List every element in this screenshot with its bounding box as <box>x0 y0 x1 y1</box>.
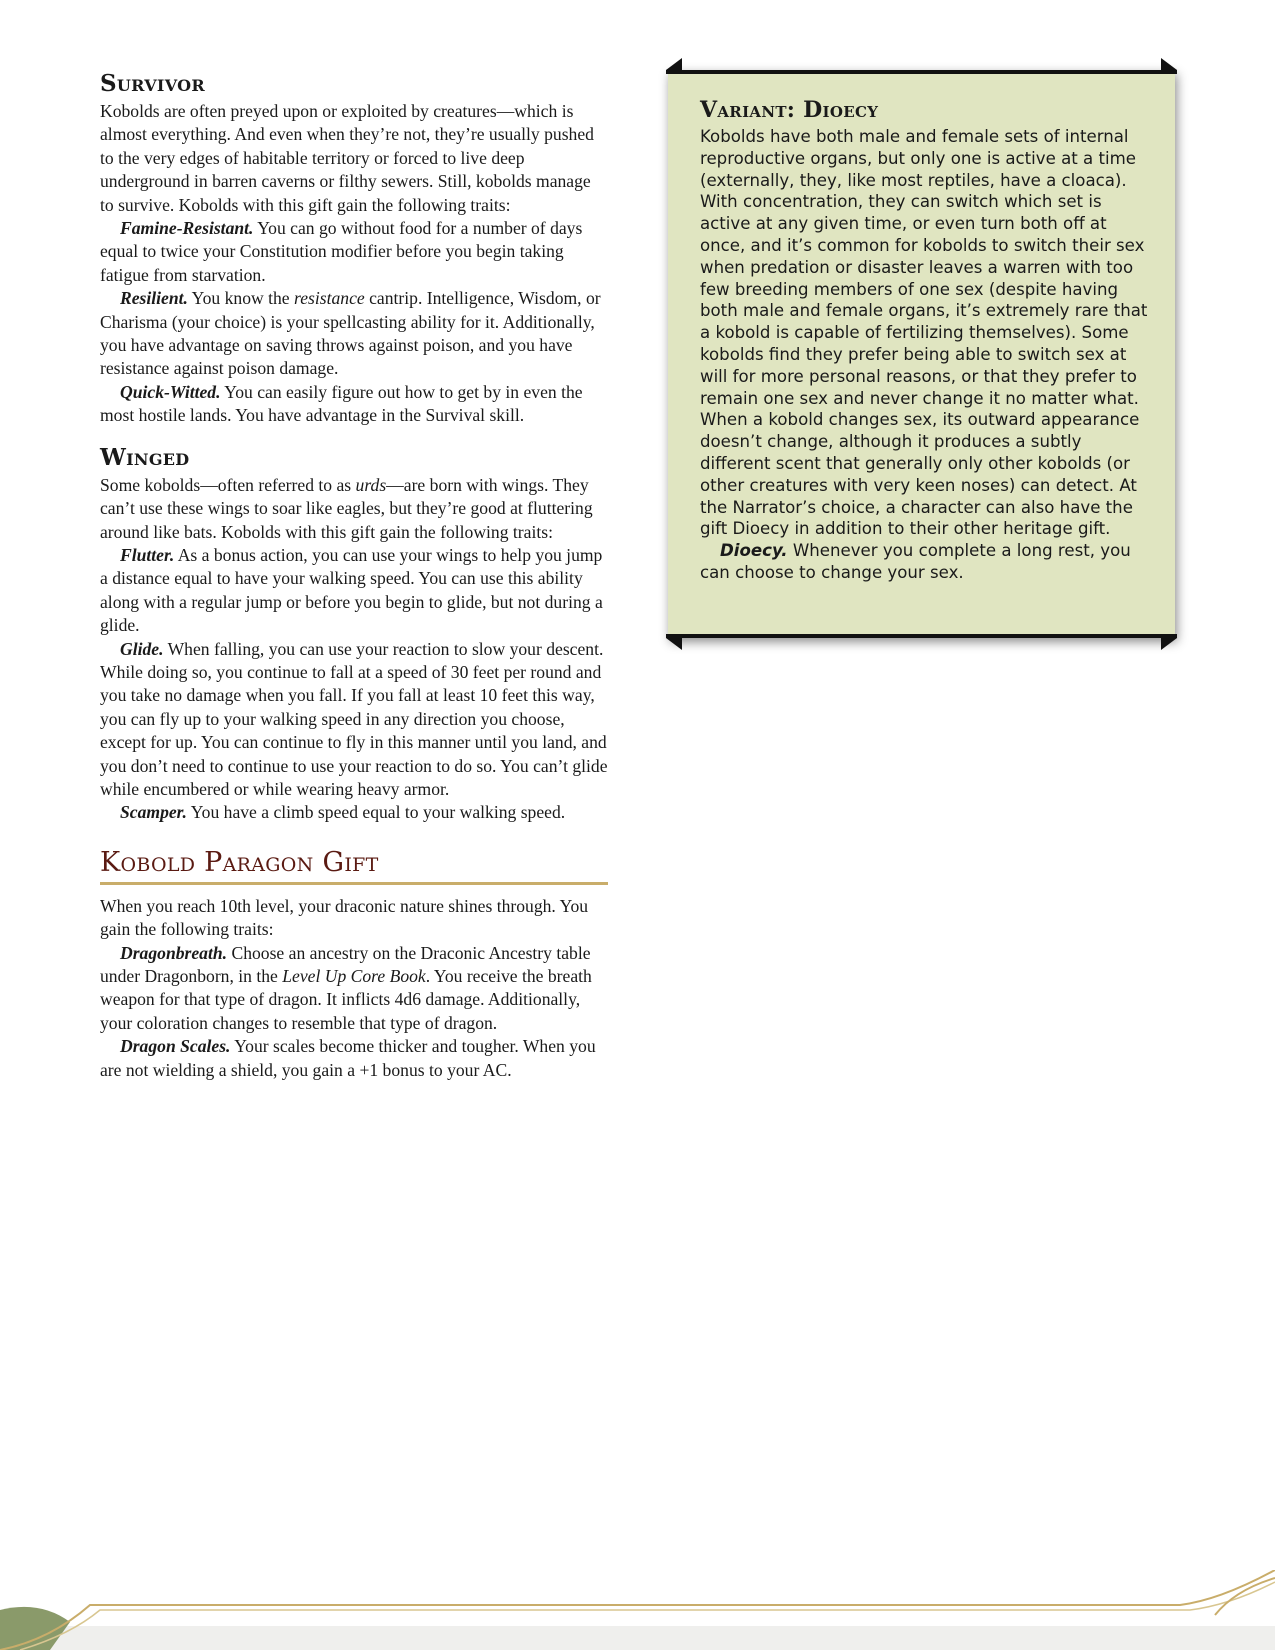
intro-text: —are born with wings. They can’t use these wings to soar like eagles, but they’re good at fluttering around like bats. Kobolds with this gift gain the following traits: <box>100 474 593 542</box>
trait-text: You know the <box>187 288 295 309</box>
sidebar-content <box>700 96 1150 584</box>
trait-dragon-scales <box>100 1035 608 1082</box>
trait-famine-resistant <box>100 217 608 287</box>
trait-text: You have a climb speed equal to your walking speed. <box>186 802 566 823</box>
trait-name: Quick-Witted. <box>120 381 221 402</box>
paragon-heading: Kobold Paragon Gift <box>100 847 608 885</box>
corner-ornament <box>666 638 682 650</box>
trait-name: Dragon Scales. <box>120 1036 231 1057</box>
trait-name: Famine-Resistant. <box>120 218 254 239</box>
paragon-intro: When you reach 10th level, your draconic nature shines through. You gain the following traits: <box>100 895 589 940</box>
trait-text: As a bonus action, you can use your wings to help you jump a distance equal to have your walking speed. You can use this ability along with a regular jump or before you begin to glide, but not during a glide. <box>100 544 603 636</box>
sidebar-bottom-bar <box>666 634 1177 638</box>
trait-quick-witted <box>100 381 608 428</box>
trait-text: . You receive the breath weapon for that type of dragon. It inflicts 4d6 damage. Additionally, your coloration changes to resemble that type of dragon. <box>100 966 592 1033</box>
survivor-heading: Survivor <box>100 70 205 97</box>
trait-dioecy <box>700 540 1150 584</box>
trait-scamper <box>100 801 608 824</box>
trait-name: Glide. <box>120 638 164 659</box>
corner-ornament <box>666 58 682 70</box>
trait-text: You can easily figure out how to get by in even the most hostile lands. You have advantage in the Survival skill. <box>100 381 583 426</box>
footer-band <box>0 1626 1275 1650</box>
trait-text: Your scales become thicker and tougher. When you are not wielding a shield, you gain a +1 bonus to your AC. <box>100 1036 596 1080</box>
footer-ornament <box>0 1570 1275 1650</box>
sidebar-top-bar <box>666 70 1177 74</box>
trait-name: Flutter. <box>120 544 175 565</box>
corner-ornament <box>1161 58 1177 70</box>
urds-term: urds <box>355 474 387 495</box>
trait-text: Whenever you complete a long rest, you can choose to change your sex. <box>700 541 1131 582</box>
sidebar-heading: Variant: Dioecy <box>700 97 879 123</box>
footer-flourish <box>1215 1578 1275 1615</box>
corner-ornament <box>1161 638 1177 650</box>
winged-heading: Winged <box>100 443 190 471</box>
spell-name: resistance <box>294 288 365 309</box>
book-title: Level Up Core Book <box>282 966 426 986</box>
trait-glide <box>100 638 608 802</box>
trait-text: cantrip. Intelligence, Wisdom, or Charisma (your choice) is your spellcasting ability for it. Additionally, you have advantage on saving throws against poison, and you have resistance against poison damage. <box>100 288 601 379</box>
trait-resilient <box>100 287 608 381</box>
trait-dragonbreath <box>100 942 608 1036</box>
variant-sidebar <box>668 70 1175 638</box>
trait-name: Scamper. <box>120 802 187 823</box>
trait-text: When falling, you can use your reaction to slow your descent. While doing so, you continue to fall at a speed of 30 feet per round and you take no damage when you fall. If you fall at least 10 feet this way, you can fly up to your walking speed in any direction you choose, except for up. You can continue to fly in this manner until you land, and you don’t need to continue to use your reaction to do so. You can’t glide while encumbered or while wearing heavy armor. <box>100 638 608 799</box>
trait-name: Resilient. <box>120 288 188 309</box>
trait-flutter <box>100 544 608 638</box>
trait-name: Dragonbreath. <box>120 942 228 963</box>
trait-text: You can go without food for a number of days equal to twice your Constitution modifier before you begin taking fatigue from starvation. <box>100 218 583 285</box>
trait-name: Dioecy. <box>720 541 788 561</box>
winged-intro <box>100 474 608 544</box>
left-column <box>100 70 608 1082</box>
trait-text: Choose an ancestry on the Draconic Ancestry table under Dragonborn, in the <box>100 942 591 986</box>
intro-text: Some kobolds—often referred to as <box>100 474 356 495</box>
sidebar-body: Kobolds have both male and female sets of internal reproductive organs, but only one is active at a time (externally, they, like most reptiles, have a cloaca). With concentration, they can switch which set is active at any given time, or even turn both off at once, and it’s common for kobolds to switch their sex when predation or disaster leaves a warren with too few breeding members of one sex (despite having both male and female organs, it’s extremely rare that a kobold is capable of fertilizing themselves). Some kobolds find they prefer being able to switch sex at will for more personal reasons, or that they prefer to remain one sex and never change it no matter what. When a kobold changes sex, its outward appearance doesn’t change, although it produces a subtly different scent that generally only other kobolds (or other creatures with very keen noses) can detect. At the Narrator’s choice, a character can also have the gift Dioecy in addition to their other heritage gift. <box>700 127 1148 539</box>
survivor-intro: Kobolds are often preyed upon or exploited by creatures—which is almost everything. And even when they’re not, they’re usually pushed to the very edges of habitable territory or forced to live deep underground in barren caverns or filthy sewers. Still, kobolds manage to survive. Kobolds with this gift gain the following traits: <box>100 101 594 215</box>
